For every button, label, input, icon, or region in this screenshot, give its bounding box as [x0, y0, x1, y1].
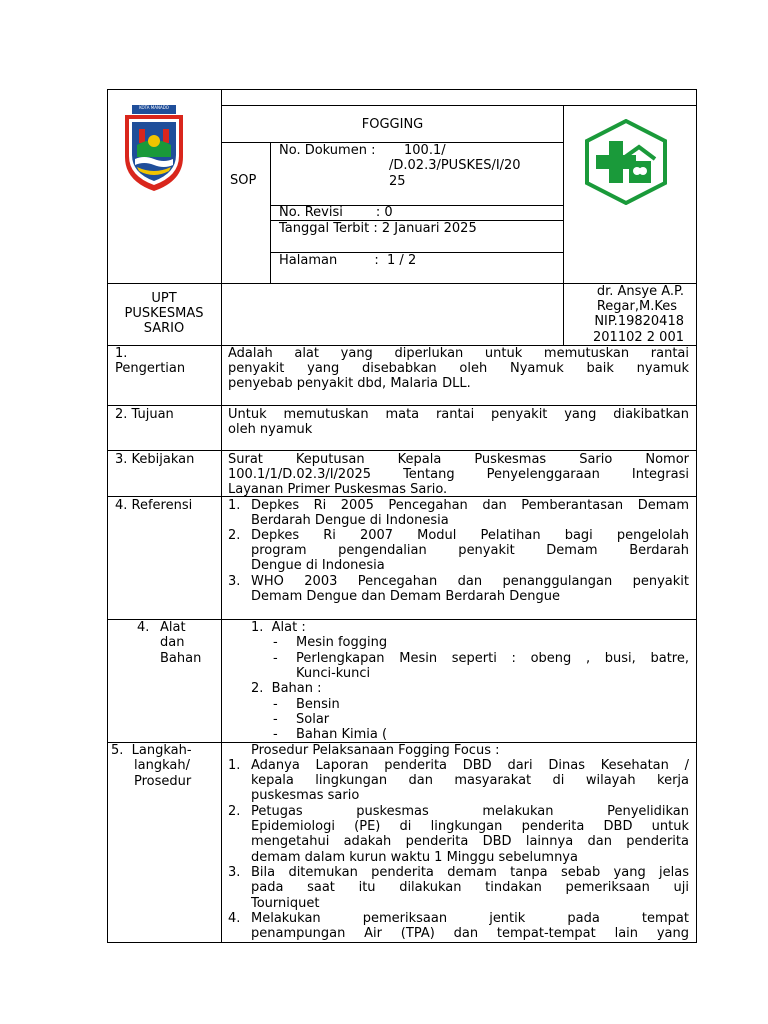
referensi-item-2-line3: Dengue di Indonesia	[251, 558, 385, 573]
langkah-step-2-line4: demam dalam kurun waktu 1 Minggu sebelumnya	[251, 850, 578, 865]
langkah-step-1-line2: kepala lingkungan dan masyarakat di wilayah kerja	[251, 773, 689, 788]
referensi-item-1-line1: Depkes Ri 2005 Pencegahan dan Pemberantasan Demam	[251, 498, 689, 513]
bahan-heading: 2. Bahan :	[251, 681, 322, 696]
bahan-dash-2: -	[273, 712, 278, 727]
langkah-step-4-line2: penampungan Air (TPA) dan tempat-tempat lain yang	[251, 926, 689, 941]
kebijakan-line3: Layanan Primer Puskesmas Sario.	[228, 482, 448, 497]
sop-label: SOP	[230, 173, 257, 188]
langkah-step-4-number: 4.	[228, 911, 241, 926]
kebijakan-label: 3. Kebijakan	[115, 452, 195, 467]
signer-title: Regar,M.Kes	[596, 299, 677, 314]
alat-item-2-line2: Kunci-kunci	[296, 666, 371, 681]
bahan-item-2: Solar	[296, 712, 330, 727]
institution-upt: UPT	[151, 291, 177, 306]
bahan-dash-1: -	[273, 697, 278, 712]
langkah-step-3-line1: Bila ditemukan penderita demam tanpa sebab yang jelas	[251, 865, 689, 880]
kebijakan-line1: Surat Keputusan Kepala Puskesmas Sario Nomor	[228, 452, 689, 467]
pengertian-line2: penyakit yang disebabkan oleh Nyamuk baik nyamuk	[228, 361, 689, 376]
referensi-label: 4. Referensi	[115, 498, 193, 513]
table-border-right	[696, 89, 697, 943]
tujuan-bottom-line	[107, 450, 697, 451]
alat-label-bahan: Bahan	[160, 651, 202, 666]
no-dokumen-value-line2: /D.02.3/PUSKES/I/20	[389, 158, 521, 173]
kota-manado-emblem-label: KOTA MANADO	[139, 105, 169, 110]
langkah-label-line1: 5. Langkah-	[111, 743, 192, 758]
referensi-bottom-line	[107, 619, 697, 620]
referensi-item-2-line2: program pengendalian penyakit Demam Berdarah	[251, 543, 689, 558]
langkah-step-1-number: 1.	[228, 758, 241, 773]
langkah-step-3-line2: pada saat itu dilakukan tindakan pemeriksaan uji	[251, 880, 689, 895]
signer-name: dr. Ansye A.P.	[596, 284, 684, 299]
alat-label-alat: Alat	[160, 620, 186, 635]
tujuan-label: 2. Tujuan	[115, 407, 174, 422]
langkah-step-2-line3: mengetahui adakah penderita DBD lainnya dan penderita	[251, 834, 689, 849]
column-divider-label	[221, 89, 222, 943]
referensi-item-3-number: 3.	[228, 574, 241, 589]
table-border-top	[107, 89, 697, 90]
referensi-item-2-line1: Depkes Ri 2007 Modul Pelatihan bagi pengelolah	[251, 528, 689, 543]
alat-dash-1: -	[273, 635, 278, 650]
table-border-left	[107, 89, 108, 943]
pengertian-bottom-line	[107, 405, 697, 406]
alat-item-1: Mesin fogging	[296, 635, 388, 650]
header-top-strip-line	[221, 105, 697, 106]
table-border-bottom	[107, 942, 697, 943]
pengertian-label: Pengertian	[115, 361, 186, 376]
referensi-item-3-line1: WHO 2003 Pencegahan dan penanggulangan penyakit	[251, 574, 689, 589]
column-divider-sop	[270, 142, 271, 283]
langkah-step-4-line1: Melakukan pemeriksaan jentik pada tempat	[251, 911, 689, 926]
tanggal-terbit: Tanggal Terbit : 2 Januari 2025	[279, 221, 477, 236]
langkah-step-2-line1: Petugas puskesmas melakukan Penyelidikan	[251, 804, 689, 819]
alat-item-2-line1: Perlengkapan Mesin seperti : obeng , busi, batre,	[296, 651, 689, 666]
langkah-step-1-line1: Adanya Laporan penderita DBD dari Dinas Kesehatan /	[251, 758, 689, 773]
bahan-dash-3: -	[273, 727, 278, 742]
tujuan-line1: Untuk memutuskan mata rantai penyakit yang diakibatkan	[228, 407, 689, 422]
pengertian-label-number: 1.	[115, 346, 128, 361]
alat-label-dan: dan	[160, 635, 185, 650]
referensi-item-3-line2: Demam Dengue dan Demam Berdarah Dengue	[251, 589, 560, 604]
langkah-label-line3: Prosedur	[134, 774, 192, 789]
referensi-item-2-number: 2.	[228, 528, 241, 543]
referensi-item-1-line2: Berdarah Dengue di Indonesia	[251, 513, 449, 528]
institution-puskesmas: PUSKESMAS	[124, 306, 204, 321]
langkah-step-3-line3: Tourniquet	[251, 896, 320, 911]
alat-heading: 1. Alat :	[251, 620, 306, 635]
alat-dash-2: -	[273, 651, 278, 666]
langkah-step-2-line2: Epidemiologi (PE) di lingkungan penderita DBD untuk	[251, 819, 689, 834]
langkah-step-2-number: 2.	[228, 804, 241, 819]
document-title: FOGGING	[361, 117, 424, 132]
no-dokumen-label: No. Dokumen :	[279, 143, 376, 158]
no-revisi: No. Revisi : 0	[279, 205, 393, 220]
bahan-item-1: Bensin	[296, 697, 340, 712]
langkah-step-1-line3: puskesmas sario	[251, 788, 360, 803]
alat-label-number: 4.	[137, 620, 150, 635]
bahan-item-3: Bahan Kimia (	[296, 727, 388, 742]
pengertian-line1: Adalah alat yang diperlukan untuk memutuskan rantai	[228, 346, 689, 361]
no-dokumen-value-line1: 100.1/	[404, 143, 446, 158]
pengertian-line3: penyebab penyakit dbd, Malaria DLL.	[228, 376, 471, 391]
kota-manado-emblem	[119, 101, 189, 193]
tujuan-line2: oleh nyamuk	[228, 422, 313, 437]
signer-nip-line2: 201102 2 001	[593, 330, 684, 345]
referensi-item-1-number: 1.	[228, 498, 241, 513]
institution-sario: SARIO	[143, 321, 185, 336]
signer-nip-line1: NIP.19820418	[594, 314, 684, 329]
kebijakan-line2: 100.1/1/D.02.3/I/2025 Tentang Penyelenggaraan Integrasi	[228, 467, 689, 482]
langkah-label-line2: langkah/	[134, 758, 190, 773]
no-dokumen-value-line3: 25	[389, 174, 406, 189]
langkah-intro: Prosedur Pelaksanaan Fogging Focus :	[251, 743, 500, 758]
halaman: Halaman : 1 / 2	[279, 253, 417, 268]
title-bottom-line	[221, 142, 564, 143]
langkah-step-3-number: 3.	[228, 865, 241, 880]
puskesmas-logo	[583, 119, 669, 205]
